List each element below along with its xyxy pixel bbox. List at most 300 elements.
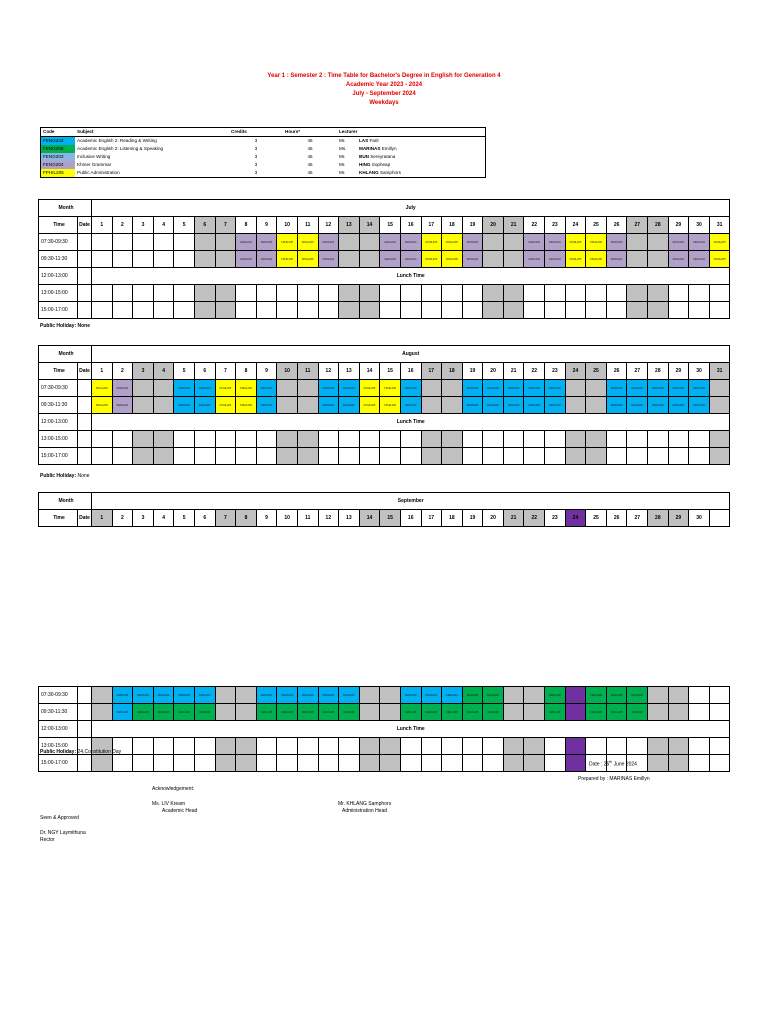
schedule-cell — [565, 755, 586, 772]
schedule-cell — [483, 234, 504, 251]
subject-credits: 3 — [254, 170, 258, 175]
schedule-cell — [483, 397, 504, 414]
day-number: 29 — [668, 510, 689, 527]
subject-table — [40, 127, 486, 178]
schedule-cell — [112, 285, 133, 302]
day-number-row — [39, 510, 730, 527]
schedule-cell — [112, 234, 133, 251]
col-code: Code — [41, 128, 76, 137]
schedule-cell — [462, 302, 483, 319]
day-number: 24 — [565, 217, 586, 234]
schedule-cell — [400, 251, 421, 268]
class-entry: FENG203 — [608, 403, 626, 408]
day-number: 3 — [133, 217, 154, 234]
schedule-cell — [133, 755, 154, 772]
prepared-by: Prepared by : MARINAS Emillyn — [578, 776, 650, 782]
schedule-cell — [586, 431, 607, 448]
day-number: 13 — [339, 363, 360, 380]
schedule-cell — [648, 738, 669, 755]
class-entry: FENG208 — [340, 710, 358, 715]
schedule-cell — [277, 755, 298, 772]
schedule-cell — [545, 251, 566, 268]
time-label: Time — [39, 510, 78, 527]
schedule-cell — [236, 755, 257, 772]
day-number: 14 — [359, 510, 380, 527]
schedule-cell — [133, 251, 154, 268]
class-entry: FENG203 — [320, 693, 338, 698]
schedule-cell — [339, 302, 360, 319]
day-number: 12 — [318, 510, 339, 527]
day-number: 17 — [421, 510, 442, 527]
schedule-cell — [627, 687, 648, 704]
day-number: 12 — [318, 363, 339, 380]
schedule-cell — [194, 738, 215, 755]
class-entry: FENG204 — [670, 240, 688, 245]
lecturer-lastname: KHLANG — [359, 170, 379, 175]
schedule-cell — [503, 687, 524, 704]
day-number: 11 — [297, 510, 318, 527]
schedule-cell — [359, 302, 380, 319]
schedule-cell — [565, 302, 586, 319]
schedule-cell — [483, 704, 504, 721]
schedule-cell — [339, 431, 360, 448]
day-number: 19 — [462, 510, 483, 527]
schedule-cell — [400, 431, 421, 448]
class-entry: FPHIL205 — [443, 240, 461, 245]
day-number: 9 — [256, 510, 277, 527]
schedule-cell — [545, 397, 566, 414]
day-number: 7 — [215, 217, 236, 234]
schedule-cell — [92, 380, 113, 397]
schedule-cell — [277, 302, 298, 319]
schedule-cell — [339, 285, 360, 302]
day-number: 27 — [627, 510, 648, 527]
schedule-cell — [153, 704, 174, 721]
schedule-cell — [297, 738, 318, 755]
schedule-cell — [483, 755, 504, 772]
schedule-cell — [194, 234, 215, 251]
schedule-cell — [606, 431, 627, 448]
month-name: August — [92, 346, 730, 363]
acknowledgement: Acknowledgement: — [152, 786, 195, 792]
schedule-cell — [627, 431, 648, 448]
class-entry: FENG208 — [464, 710, 482, 715]
schedule-cell — [503, 755, 524, 772]
lecturer-name — [357, 153, 486, 161]
seen-approved: Seen & Approved — [40, 815, 79, 821]
schedule-cell — [112, 251, 133, 268]
day-number: 22 — [524, 217, 545, 234]
time-slot: 12:00-13:00 — [39, 414, 78, 431]
day-number: 2 — [112, 217, 133, 234]
subject-hours: 45 — [307, 170, 313, 175]
class-entry: FENG208 — [155, 710, 173, 715]
schedule-cell — [668, 234, 689, 251]
day-number: 9 — [256, 217, 277, 234]
schedule-cell — [380, 380, 401, 397]
schedule-cell — [524, 251, 545, 268]
schedule-cell — [215, 234, 236, 251]
day-number: 23 — [545, 217, 566, 234]
slot-row — [39, 380, 730, 397]
date-cell — [78, 704, 92, 721]
schedule-cell — [380, 302, 401, 319]
time-slot: 15:00-17:00 — [39, 448, 78, 465]
schedule-cell — [339, 755, 360, 772]
date-cell — [78, 251, 92, 268]
august-holiday: Public Holiday: None — [40, 473, 90, 479]
schedule-cell — [92, 234, 113, 251]
lecturer-title: Mr. — [339, 154, 346, 159]
schedule-cell — [586, 234, 607, 251]
schedule-cell — [483, 738, 504, 755]
class-entry: FPHIL205 — [567, 257, 585, 262]
lunch-time: Lunch Time — [92, 268, 730, 285]
class-entry: FENG204 — [114, 386, 132, 391]
schedule-cell — [668, 251, 689, 268]
date-cell — [78, 721, 92, 738]
class-entry: FENG208 — [299, 710, 317, 715]
schedule-cell — [668, 397, 689, 414]
schedule-cell — [112, 302, 133, 319]
schedule-cell — [359, 704, 380, 721]
schedule-cell — [112, 704, 133, 721]
schedule-cell — [92, 302, 113, 319]
day-number-row — [39, 217, 730, 234]
class-entry: FENG203 — [690, 403, 708, 408]
schedule-cell — [400, 687, 421, 704]
class-entry: FENG203 — [484, 386, 502, 391]
class-entry: FENG204 — [525, 240, 543, 245]
schedule-cell — [359, 234, 380, 251]
class-entry: FENG203 — [299, 693, 317, 698]
schedule-cell — [359, 397, 380, 414]
class-entry: FENG203 — [340, 386, 358, 391]
schedule-cell — [545, 755, 566, 772]
day-number: 14 — [359, 363, 380, 380]
schedule-cell — [586, 285, 607, 302]
schedule-cell — [92, 285, 113, 302]
schedule-cell — [503, 431, 524, 448]
day-number: 8 — [236, 363, 257, 380]
schedule-cell — [462, 704, 483, 721]
schedule-cell — [442, 251, 463, 268]
schedule-cell — [380, 251, 401, 268]
schedule-cell — [194, 431, 215, 448]
schedule-cell — [194, 755, 215, 772]
class-entry: FENG203 — [546, 403, 564, 408]
schedule-cell — [133, 738, 154, 755]
schedule-cell — [359, 380, 380, 397]
schedule-cell — [380, 431, 401, 448]
rector-name: Dr. NGY Laymithuna — [40, 830, 86, 836]
subject-code: FENG208 — [41, 145, 76, 153]
class-entry: FENG203 — [155, 693, 173, 698]
schedule-cell — [565, 397, 586, 414]
class-entry: FPHIL205 — [278, 240, 296, 245]
day-number: 18 — [442, 217, 463, 234]
class-entry: FENG208 — [196, 710, 214, 715]
class-entry: FENG204 — [546, 240, 564, 245]
schedule-cell — [380, 448, 401, 465]
day-number: 25 — [586, 363, 607, 380]
time-slot: 07:30-09:30 — [39, 380, 78, 397]
schedule-cell — [483, 251, 504, 268]
lecturer-name — [357, 161, 486, 169]
class-entry: FENG208 — [464, 693, 482, 698]
schedule-cell — [174, 755, 195, 772]
subject-code: FENG203 — [41, 137, 76, 146]
lunch-time: Lunch Time — [92, 721, 730, 738]
schedule-cell — [133, 704, 154, 721]
subject-hours: 45 — [307, 146, 313, 151]
schedule-cell — [174, 738, 195, 755]
schedule-cell — [462, 234, 483, 251]
subject-row — [41, 153, 486, 161]
schedule-cell — [297, 251, 318, 268]
class-entry: FENG203 — [628, 403, 646, 408]
class-entry: FENG203 — [505, 403, 523, 408]
class-entry: FPHIL205 — [217, 386, 235, 391]
schedule-cell — [689, 704, 710, 721]
subject-row — [41, 161, 486, 169]
schedule-cell — [627, 251, 648, 268]
schedule-cell — [606, 234, 627, 251]
subject-credits: 3 — [254, 154, 258, 159]
schedule-cell — [503, 448, 524, 465]
schedule-cell — [648, 285, 669, 302]
july-holiday: Public Holiday: None — [40, 323, 91, 329]
schedule-cell — [709, 704, 730, 721]
col-credits: Credits — [229, 128, 283, 137]
schedule-cell — [545, 448, 566, 465]
day-number: 26 — [606, 363, 627, 380]
schedule-cell — [359, 251, 380, 268]
schedule-cell — [606, 687, 627, 704]
schedule-cell — [483, 687, 504, 704]
schedule-cell — [153, 687, 174, 704]
schedule-cell — [318, 234, 339, 251]
time-slot: 09:30-11:30 — [39, 251, 78, 268]
lecturer-lastname: BUN — [359, 154, 369, 159]
schedule-cell — [668, 448, 689, 465]
schedule-cell — [421, 431, 442, 448]
time-slot: 12:00-13:00 — [39, 268, 78, 285]
class-entry: FENG203 — [628, 386, 646, 391]
schedule-cell — [668, 738, 689, 755]
day-number: 20 — [483, 363, 504, 380]
schedule-cell — [648, 380, 669, 397]
schedule-cell — [606, 302, 627, 319]
schedule-cell — [421, 755, 442, 772]
class-entry: FENG204 — [608, 240, 626, 245]
day-number: 5 — [174, 510, 195, 527]
slot-row — [39, 414, 730, 431]
day-number: 30 — [689, 217, 710, 234]
schedule-cell — [586, 380, 607, 397]
schedule-cell — [318, 397, 339, 414]
class-entry: FENG208 — [546, 693, 564, 698]
subject-credits: 3 — [254, 138, 258, 143]
schedule-cell — [339, 251, 360, 268]
day-number: 29 — [668, 363, 689, 380]
class-entry: FENG203 — [608, 386, 626, 391]
day-number: 7 — [215, 510, 236, 527]
class-entry: FENG203 — [114, 693, 132, 698]
class-entry: FPHIL205 — [93, 386, 111, 391]
day-number: 6 — [194, 510, 215, 527]
schedule-cell — [277, 431, 298, 448]
month-label: Month — [39, 200, 92, 217]
schedule-cell — [462, 380, 483, 397]
day-number: 16 — [400, 217, 421, 234]
schedule-cell — [174, 431, 195, 448]
class-entry: FPHIL205 — [278, 257, 296, 262]
schedule-cell — [462, 431, 483, 448]
day-number: 20 — [483, 510, 504, 527]
schedule-cell — [648, 704, 669, 721]
schedule-cell — [339, 448, 360, 465]
schedule-cell — [339, 380, 360, 397]
class-entry: FPHIL205 — [361, 403, 379, 408]
class-entry: FENG203 — [278, 693, 296, 698]
schedule-cell — [421, 302, 442, 319]
class-entry: FENG204 — [381, 257, 399, 262]
slot-row — [39, 251, 730, 268]
schedule-cell — [627, 738, 648, 755]
class-entry: FENG203 — [525, 386, 543, 391]
class-entry: FPHIL205 — [587, 257, 605, 262]
day-number: 25 — [586, 217, 607, 234]
admin-head-role: Administration Head — [342, 808, 388, 814]
schedule-cell — [174, 234, 195, 251]
class-entry: FPHIL205 — [299, 257, 317, 262]
class-entry: FPHIL205 — [711, 240, 729, 245]
schedule-cell — [421, 380, 442, 397]
schedule-cell — [689, 285, 710, 302]
day-number: 10 — [277, 510, 298, 527]
schedule-cell — [709, 738, 730, 755]
schedule-cell — [133, 302, 154, 319]
time-slot: 07:30-09:30 — [39, 687, 78, 704]
schedule-cell — [689, 448, 710, 465]
schedule-cell — [565, 234, 586, 251]
schedule-cell — [359, 285, 380, 302]
subject-row — [41, 137, 486, 146]
day-number: 15 — [380, 510, 401, 527]
schedule-cell — [256, 302, 277, 319]
schedule-cell — [648, 687, 669, 704]
schedule-cell — [483, 448, 504, 465]
schedule-cell — [709, 285, 730, 302]
schedule-cell — [297, 431, 318, 448]
day-number: 27 — [627, 217, 648, 234]
schedule-cell — [318, 448, 339, 465]
schedule-cell — [462, 738, 483, 755]
schedule-cell — [277, 251, 298, 268]
time-slot: 09:30-11:30 — [39, 704, 78, 721]
schedule-cell — [565, 251, 586, 268]
slot-row — [39, 704, 730, 721]
schedule-cell — [668, 285, 689, 302]
schedule-cell — [483, 431, 504, 448]
schedule-cell — [462, 397, 483, 414]
schedule-cell — [318, 380, 339, 397]
col-lecturer: Lecturer — [337, 128, 486, 137]
schedule-cell — [380, 285, 401, 302]
schedule-cell — [92, 431, 113, 448]
schedule-cell — [215, 285, 236, 302]
schedule-cell — [153, 738, 174, 755]
schedule-cell — [400, 397, 421, 414]
day-number: 12 — [318, 217, 339, 234]
schedule-cell — [236, 380, 257, 397]
date-cell — [78, 687, 92, 704]
schedule-cell — [277, 687, 298, 704]
schedule-cell — [524, 687, 545, 704]
schedule-cell — [318, 251, 339, 268]
month-name: July — [92, 200, 730, 217]
schedule-cell — [236, 234, 257, 251]
day-number: 1 — [92, 363, 113, 380]
schedule-cell — [112, 755, 133, 772]
schedule-cell — [689, 397, 710, 414]
class-entry: FENG203 — [402, 693, 420, 698]
class-entry: FPHIL205 — [711, 257, 729, 262]
day-number: 18 — [442, 510, 463, 527]
schedule-cell — [112, 431, 133, 448]
schedule-cell — [668, 704, 689, 721]
day-number: 19 — [462, 363, 483, 380]
schedule-cell — [153, 302, 174, 319]
day-number: 2 — [112, 510, 133, 527]
schedule-cell — [174, 285, 195, 302]
day-number: 6 — [194, 363, 215, 380]
day-number: 28 — [648, 510, 669, 527]
slot-row — [39, 285, 730, 302]
schedule-cell — [359, 738, 380, 755]
schedule-cell — [503, 285, 524, 302]
schedule-cell — [318, 704, 339, 721]
schedule-cell — [380, 397, 401, 414]
class-entry: FENG208 — [402, 710, 420, 715]
class-entry: FENG203 — [443, 693, 461, 698]
schedule-cell — [297, 704, 318, 721]
class-entry: FENG203 — [196, 403, 214, 408]
day-number: 9 — [256, 363, 277, 380]
schedule-cell — [153, 234, 174, 251]
class-entry: FENG203 — [196, 386, 214, 391]
schedule-cell — [627, 234, 648, 251]
schedule-cell — [442, 687, 463, 704]
subject-name: Academic English 2: Reading & Writing — [77, 138, 157, 143]
class-entry: FENG203 — [340, 403, 358, 408]
schedule-cell — [648, 431, 669, 448]
schedule-cell — [236, 251, 257, 268]
schedule-cell — [442, 704, 463, 721]
schedule-cell — [586, 397, 607, 414]
day-number: 27 — [627, 363, 648, 380]
date-label: Date — [78, 217, 92, 234]
lecturer-name — [357, 169, 486, 178]
slot-row — [39, 234, 730, 251]
class-entry: FPHIL205 — [237, 386, 255, 391]
class-entry: FENG204 — [402, 257, 420, 262]
title-line-1: Year 1 : Semester 2 : Time Table for Bachelor's Degree in English for Generation 4 — [267, 73, 501, 79]
class-entry: FENG203 — [690, 386, 708, 391]
schedule-cell — [400, 285, 421, 302]
schedule-cell — [586, 687, 607, 704]
